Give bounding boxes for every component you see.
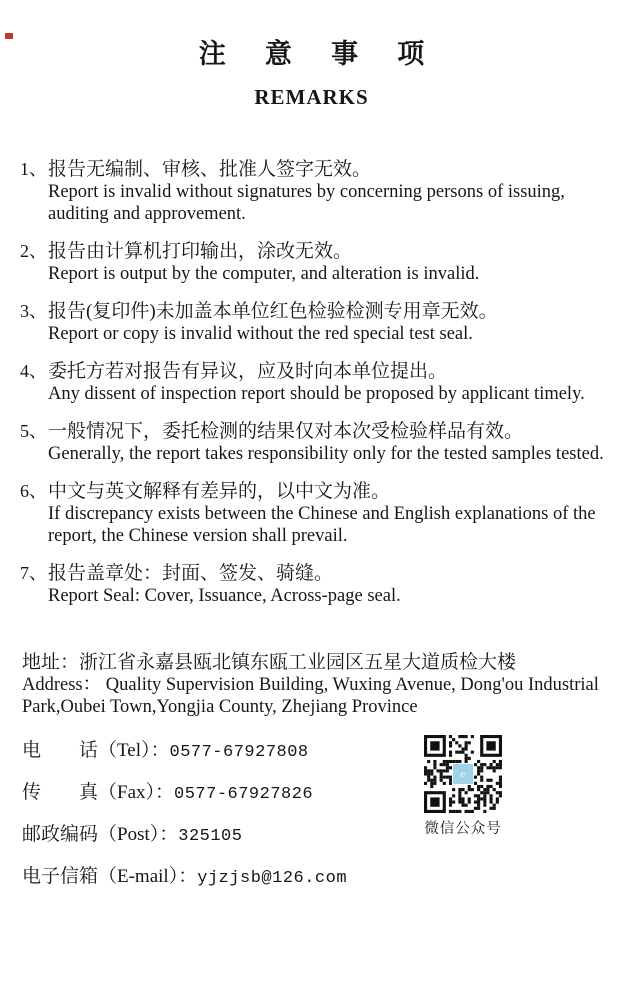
remark-text-en: Report or copy is invalid without the red special test seal. [48,324,473,344]
qr-logo-glyph: ℮ [460,768,466,779]
page-title-chinese: 注意事项 [198,39,464,69]
scan-artifact-mark [5,33,13,39]
address-english: Address： Quality Supervision Building, Wuxing Avenue, Dong'ou Industrial Park,Oubei Town,Yongjia County, Zhejiang Province [22,675,599,717]
remark-item-7 [20,562,605,607]
remark-number: 1、 [20,159,47,179]
remark-text-en: Report Seal: Cover, Issuance, Across-page seal. [48,586,401,606]
post-label: 邮政编码（Post）： [22,824,179,845]
remark-text-en: Any dissent of inspection report should be proposed by applicant timely. [48,384,585,404]
address-block [22,651,602,718]
tel-value: 0577-67927808 [169,743,309,762]
remark-text-en: Report is invalid without signatures by concerning persons of issuing, auditing and approvement. [48,182,565,224]
remark-number: 5、 [20,421,47,441]
qr-code-icon [423,735,503,813]
fax-label: 传 真（Fax）： [22,782,175,803]
page-title-english: REMARKS [254,85,369,109]
remark-text-cn: 报告无编制、审核、批准人签字无效。 [48,159,372,180]
remark-number: 4、 [20,361,47,381]
remark-item-6 [20,480,605,547]
remark-number: 7、 [20,563,47,583]
remark-item-4 [20,360,605,405]
remark-item-2 [20,240,605,285]
remark-item-1 [20,158,605,225]
address-chinese: 地址：浙江省永嘉县瓯北镇东瓯工业园区五星大道质检大楼 [22,652,517,673]
wechat-qr-block [422,735,504,838]
email-value: yjzjsb@126.com [197,869,348,888]
qr-center-logo [452,763,474,785]
remark-item-5 [20,420,605,465]
remark-number: 6、 [20,481,47,501]
remark-text-cn: 报告由计算机打印输出，涂改无效。 [48,241,353,262]
remark-text-en: Generally, the report takes responsibility only for the tested samples tested. [48,444,604,464]
remark-text-cn: 委托方若对报告有异议，应及时向本单位提出。 [48,361,448,382]
contact-row-post [22,823,623,846]
remark-text-cn: 报告盖章处：封面、签发、骑缝。 [48,563,334,584]
remark-text-cn: 报告(复印件)未加盖本单位红色检验检测专用章无效。 [48,301,498,322]
post-value: 325105 [178,827,243,846]
remark-number: 2、 [20,241,47,261]
remark-item-3 [20,300,605,345]
tel-label: 电 话（Tel）： [22,740,170,761]
remark-number: 3、 [20,301,47,321]
contact-row-email [22,865,623,888]
contact-row-fax [22,781,623,804]
fax-value: 0577-67927826 [174,785,314,804]
remarks-list [0,110,623,607]
remark-text-en: Report is output by the computer, and alteration is invalid. [48,264,480,284]
remark-text-en: If discrepancy exists between the Chinese and English explanations of the report, the Chinese version shall prevail. [48,504,596,546]
remark-text-cn: 一般情况下，委托检测的结果仅对本次受检验样品有效。 [48,421,524,442]
contact-row-tel [22,739,623,762]
qr-caption: 微信公众号 [424,821,502,837]
remark-text-cn: 中文与英文解释有差异的，以中文为准。 [48,481,391,502]
email-label: 电子信箱（E-mail）： [22,866,198,887]
contact-rows [22,739,623,888]
